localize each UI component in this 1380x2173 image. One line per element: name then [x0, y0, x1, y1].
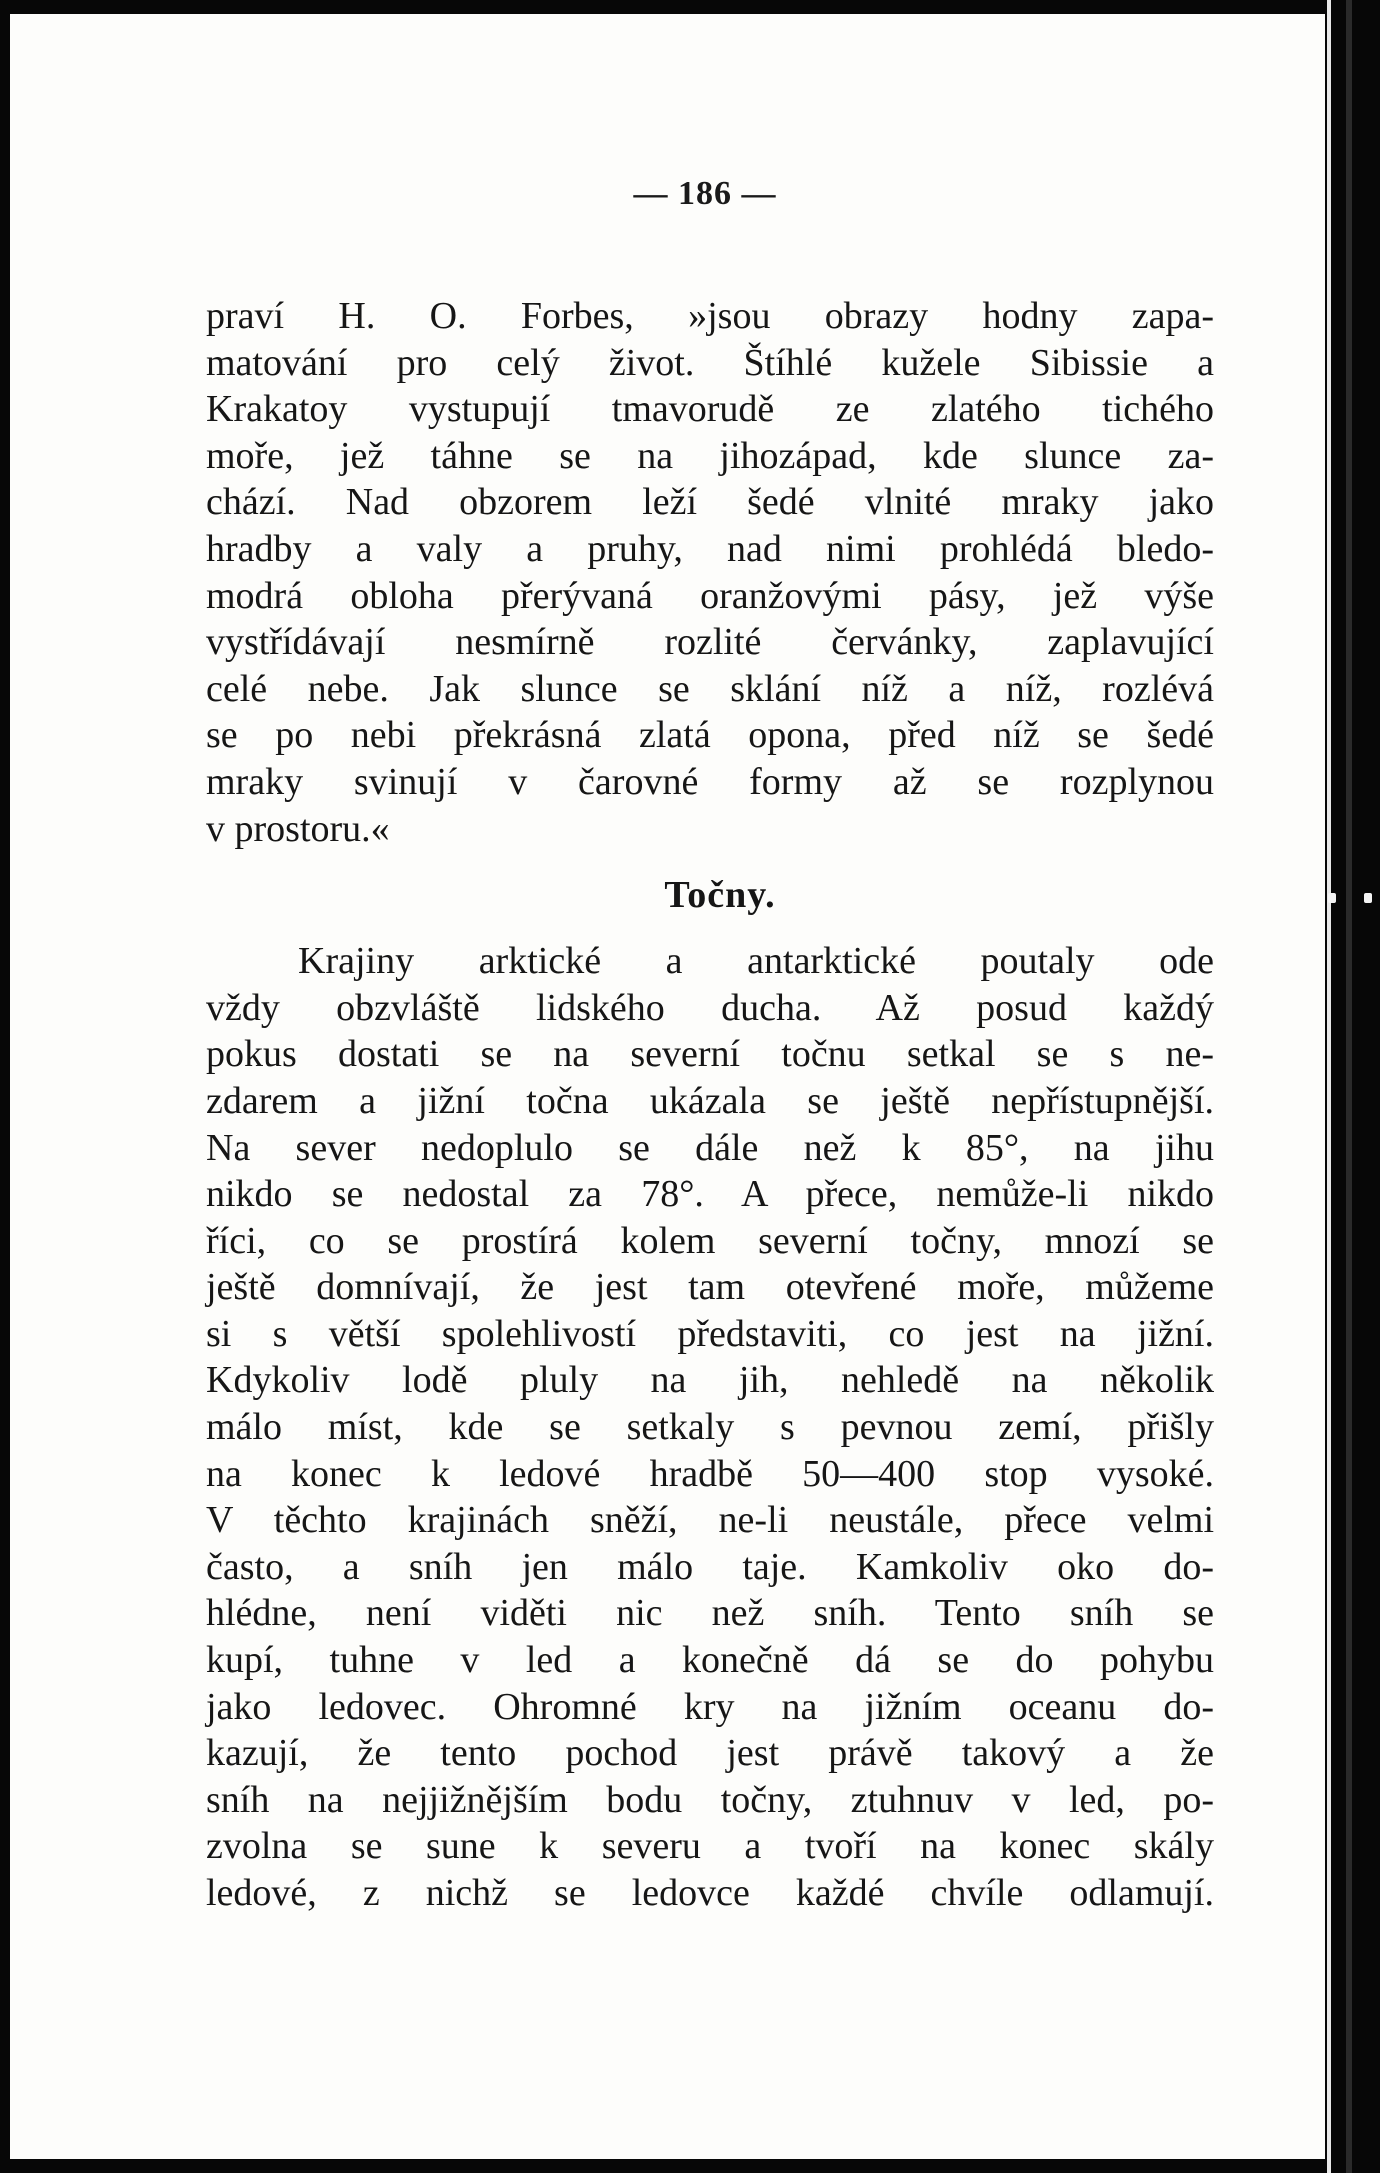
- text-line: ledové, z nichž se ledovce každé chvíle odlamují.: [206, 1872, 1214, 1914]
- text-line: celé nebe. Jak slunce se sklání níž a níž, rozlévá: [206, 667, 1214, 710]
- text-line: hlédne, není viděti nic než sníh. Tento sníh se: [206, 1592, 1214, 1635]
- text-line: často, a sníh jen málo taje. Kamkoliv oko do-: [206, 1545, 1214, 1588]
- text-line: nikdo se nedostal za 78°. A přece, nemůže-li nikdo: [206, 1173, 1214, 1216]
- text-line: na konec k ledové hradbě 50—400 stop vysoké.: [206, 1452, 1214, 1495]
- text-line: vystřídávají nesmírně rozlité červánky, zaplavující: [206, 621, 1214, 664]
- section-heading: Točny.: [664, 874, 776, 917]
- text-line: hradby a valy a pruhy, nad nimi prohlédá bledo-: [206, 527, 1214, 570]
- text-line: říci, co se prostírá kolem severní točny, mnozí se: [206, 1219, 1214, 1262]
- text-line: se po nebi překrásná zlatá opona, před níž se šedé: [206, 714, 1214, 757]
- text-line: zdarem a jižní točna ukázala se ještě nepřístupnější.: [206, 1079, 1214, 1122]
- text-line: matování pro celý život. Štíhlé kužele Sibissie a: [206, 341, 1214, 384]
- text-line: mraky svinují v čarovné formy až se rozplynou: [206, 760, 1214, 803]
- text-line: v prostoru.«: [206, 807, 390, 850]
- page-number: — 186 —: [633, 175, 777, 212]
- page-text: [206, 293, 1214, 1917]
- text-line: Kdykoliv lodě pluly na jih, nehledě na několik: [206, 1359, 1214, 1402]
- text-line: Na sever nedoplulo se dále než k 85°, na jihu: [206, 1126, 1214, 1169]
- margin-mark: [1328, 893, 1336, 903]
- text-line: kupí, tuhne v led a konečně dá se do pohybu: [206, 1639, 1214, 1682]
- text-line: si s větší spolehlivostí představiti, co jest na jižní.: [206, 1312, 1214, 1355]
- binding-edge: [1346, 0, 1352, 2173]
- text-line: moře, jež táhne se na jihozápad, kde slunce za-: [206, 434, 1214, 477]
- text-line: Krakatoy vystupují tmavorudě ze zlatého tichého: [206, 388, 1214, 431]
- text-line: praví H. O. Forbes, »jsou obrazy hodny zapa-: [206, 295, 1214, 337]
- text-line: zvolna se sune k severu a tvoří na konec skály: [206, 1825, 1214, 1868]
- text-line: ještě domnívají, že jest tam otevřené moře, můžeme: [206, 1266, 1214, 1309]
- page-edge-highlight: [1327, 0, 1331, 2173]
- text-line: chází. Nad obzorem leží šedé vlnité mraky jako: [206, 481, 1214, 524]
- margin-mark: [1364, 893, 1372, 903]
- text-line: kazují, že tento pochod jest právě takový a že: [206, 1732, 1214, 1775]
- text-line: pokus dostati se na severní točnu setkal se s ne-: [206, 1033, 1214, 1076]
- text-line: vždy obzvláště lidského ducha. Až posud každý: [206, 986, 1214, 1029]
- text-line: sníh na nejjižnějším bodu točny, ztuhnuv v led, po-: [206, 1778, 1214, 1821]
- text-line: Krajiny arktické a antarktické poutaly ode: [298, 940, 1214, 983]
- text-line: modrá obloha přerývaná oranžovými pásy, jež výše: [206, 574, 1214, 617]
- text-line: V těchto krajinách sněží, ne-li neustále, přece velmi: [206, 1499, 1214, 1542]
- text-line: málo míst, kde se setkaly s pevnou zemí, přišly: [206, 1406, 1214, 1449]
- text-line: jako ledovec. Ohromné kry na jižním oceanu do-: [206, 1685, 1214, 1728]
